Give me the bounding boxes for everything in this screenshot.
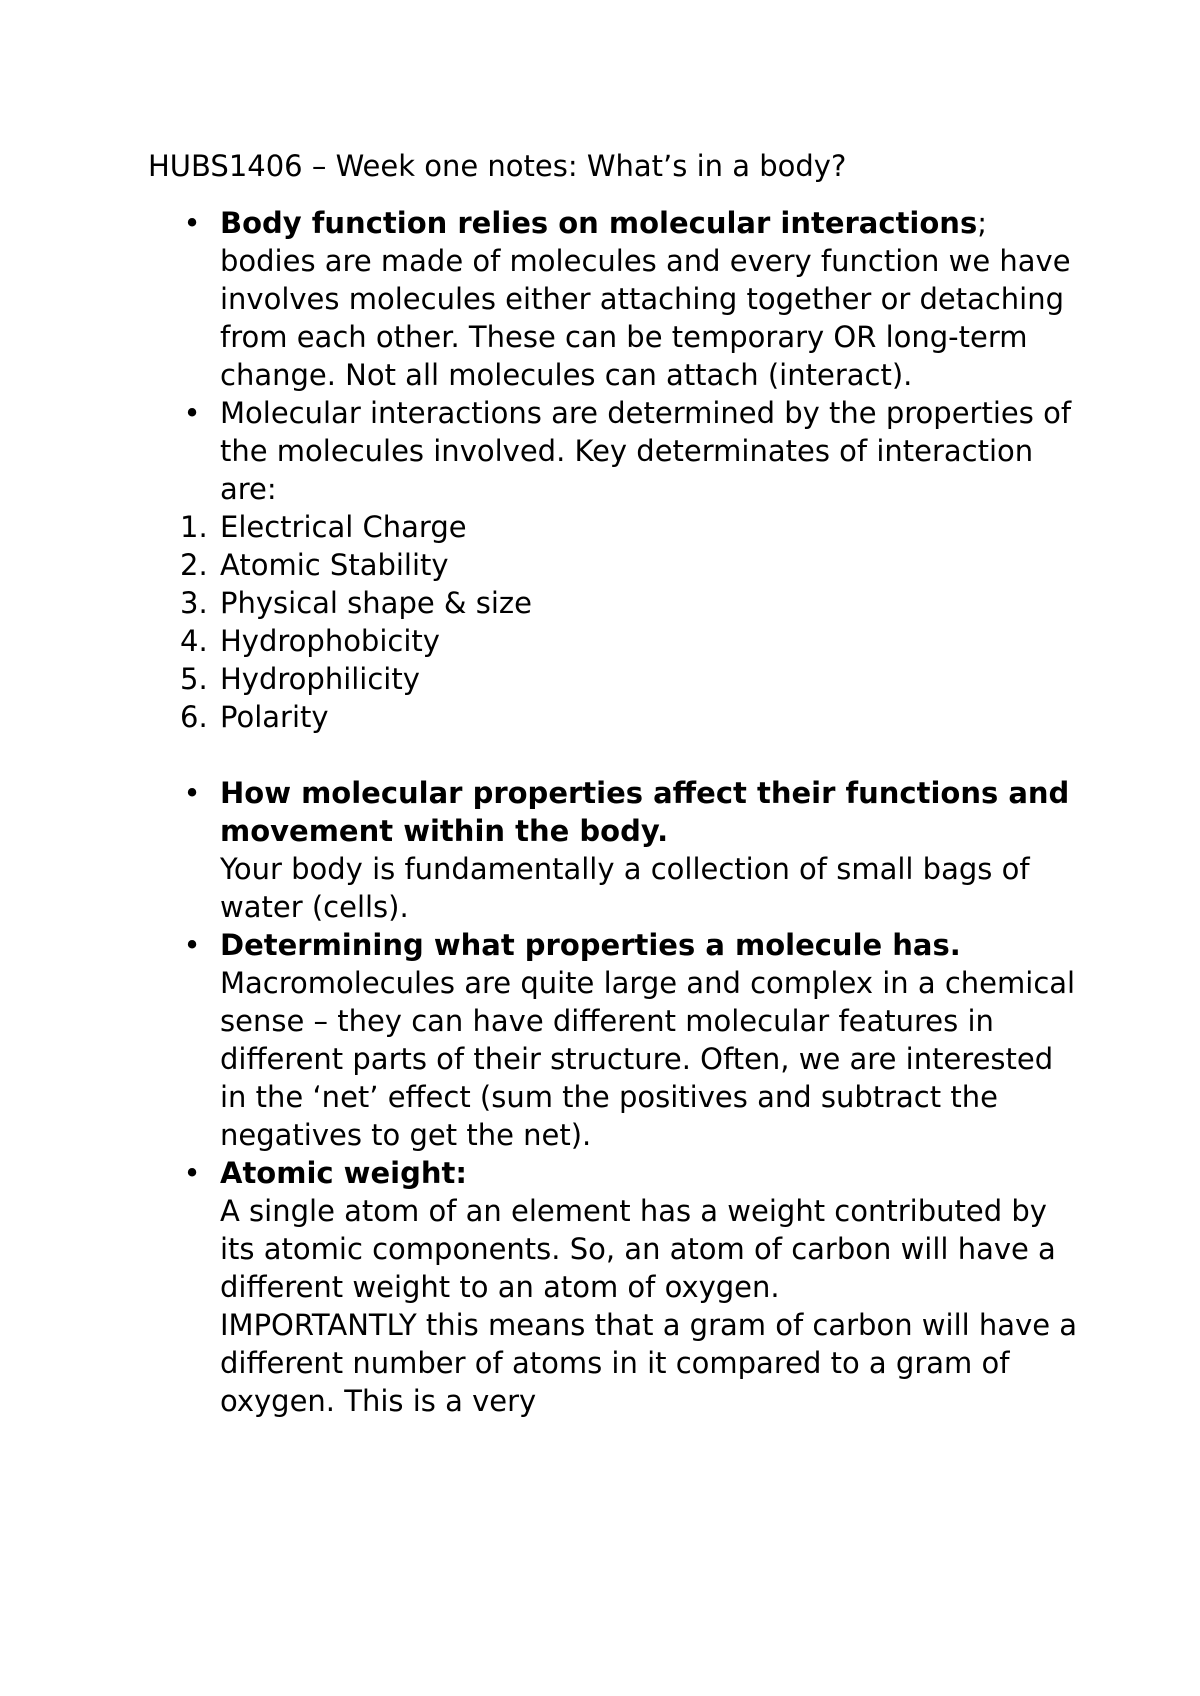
bullet-list-properties xyxy=(148,774,1078,1420)
list-item-label: Electrical Charge xyxy=(220,510,467,544)
list-item xyxy=(148,508,1078,546)
list-item xyxy=(148,622,1078,660)
bullet-icon: • xyxy=(183,776,201,810)
document-body xyxy=(148,147,1078,1420)
bullet-icon: • xyxy=(183,206,201,240)
document-title: HUBS1406 – Week one notes: What’s in a body? xyxy=(148,149,847,183)
bullet-text: Molecular interactions are determined by the properties of the molecules involved. Key determinates of interaction are: xyxy=(220,396,1072,506)
bullet-text: Your body is fundamentally a collection of small bags of water (cells). xyxy=(220,852,1030,924)
bullet-text: IMPORTANTLY this means that a gram of carbon will have a different number of atoms in it compared to a gram of oxygen. This is a very xyxy=(220,1308,1078,1418)
bullet-text: A single atom of an element has a weight contributed by its atomic components. So, an atom of carbon will have a different weight to an atom of oxygen. xyxy=(220,1194,1056,1304)
bullet-heading: Body function relies on molecular interactions xyxy=(220,206,978,240)
list-item-label: Physical shape & size xyxy=(220,586,532,620)
list-number: 1. xyxy=(180,510,208,544)
bullet-item-atomic-weight xyxy=(148,1154,1078,1420)
bullet-text: Macromolecules are quite large and complex in a chemical sense – they can have different molecular features in different parts of their structure. Often, we are interested in the ‘net’ effect (sum the positives and subtract the negatives to get the net). xyxy=(220,966,1076,1152)
bullet-item-determining-properties xyxy=(148,926,1078,1154)
bullet-item-molecular-properties xyxy=(148,774,1078,926)
bullet-icon: • xyxy=(183,1156,201,1190)
list-number: 3. xyxy=(180,586,208,620)
list-number: 5. xyxy=(180,662,208,696)
list-item-label: Polarity xyxy=(220,700,329,734)
list-item xyxy=(148,546,1078,584)
bullet-icon: • xyxy=(183,396,201,430)
list-number: 2. xyxy=(180,548,208,582)
bullet-heading: Atomic weight: xyxy=(220,1156,467,1190)
paragraph-spacer xyxy=(148,736,1078,774)
bullet-icon: • xyxy=(183,928,201,962)
list-item-label: Hydrophilicity xyxy=(220,662,420,696)
list-item-label: Atomic Stability xyxy=(220,548,449,582)
list-item-label: Hydrophobicity xyxy=(220,624,440,658)
bullet-list-intro xyxy=(148,204,1078,508)
list-item xyxy=(148,660,1078,698)
bullet-item-determinants-intro xyxy=(148,394,1078,508)
list-item xyxy=(148,698,1078,736)
list-number: 4. xyxy=(180,624,208,658)
bullet-item-molecular-interactions xyxy=(148,204,1078,394)
list-item xyxy=(148,584,1078,622)
bullet-heading: How molecular properties affect their functions and movement within the body. xyxy=(220,776,1070,848)
list-number: 6. xyxy=(180,700,208,734)
determinants-list xyxy=(148,508,1078,736)
bullet-text: ; bodies are made of molecules and every function we have involves molecules either attaching together or detaching from each other. These can be temporary OR long-term change. Not all molecules can attach (interact). xyxy=(220,206,1071,392)
bullet-heading: Determining what properties a molecule has. xyxy=(220,928,961,962)
